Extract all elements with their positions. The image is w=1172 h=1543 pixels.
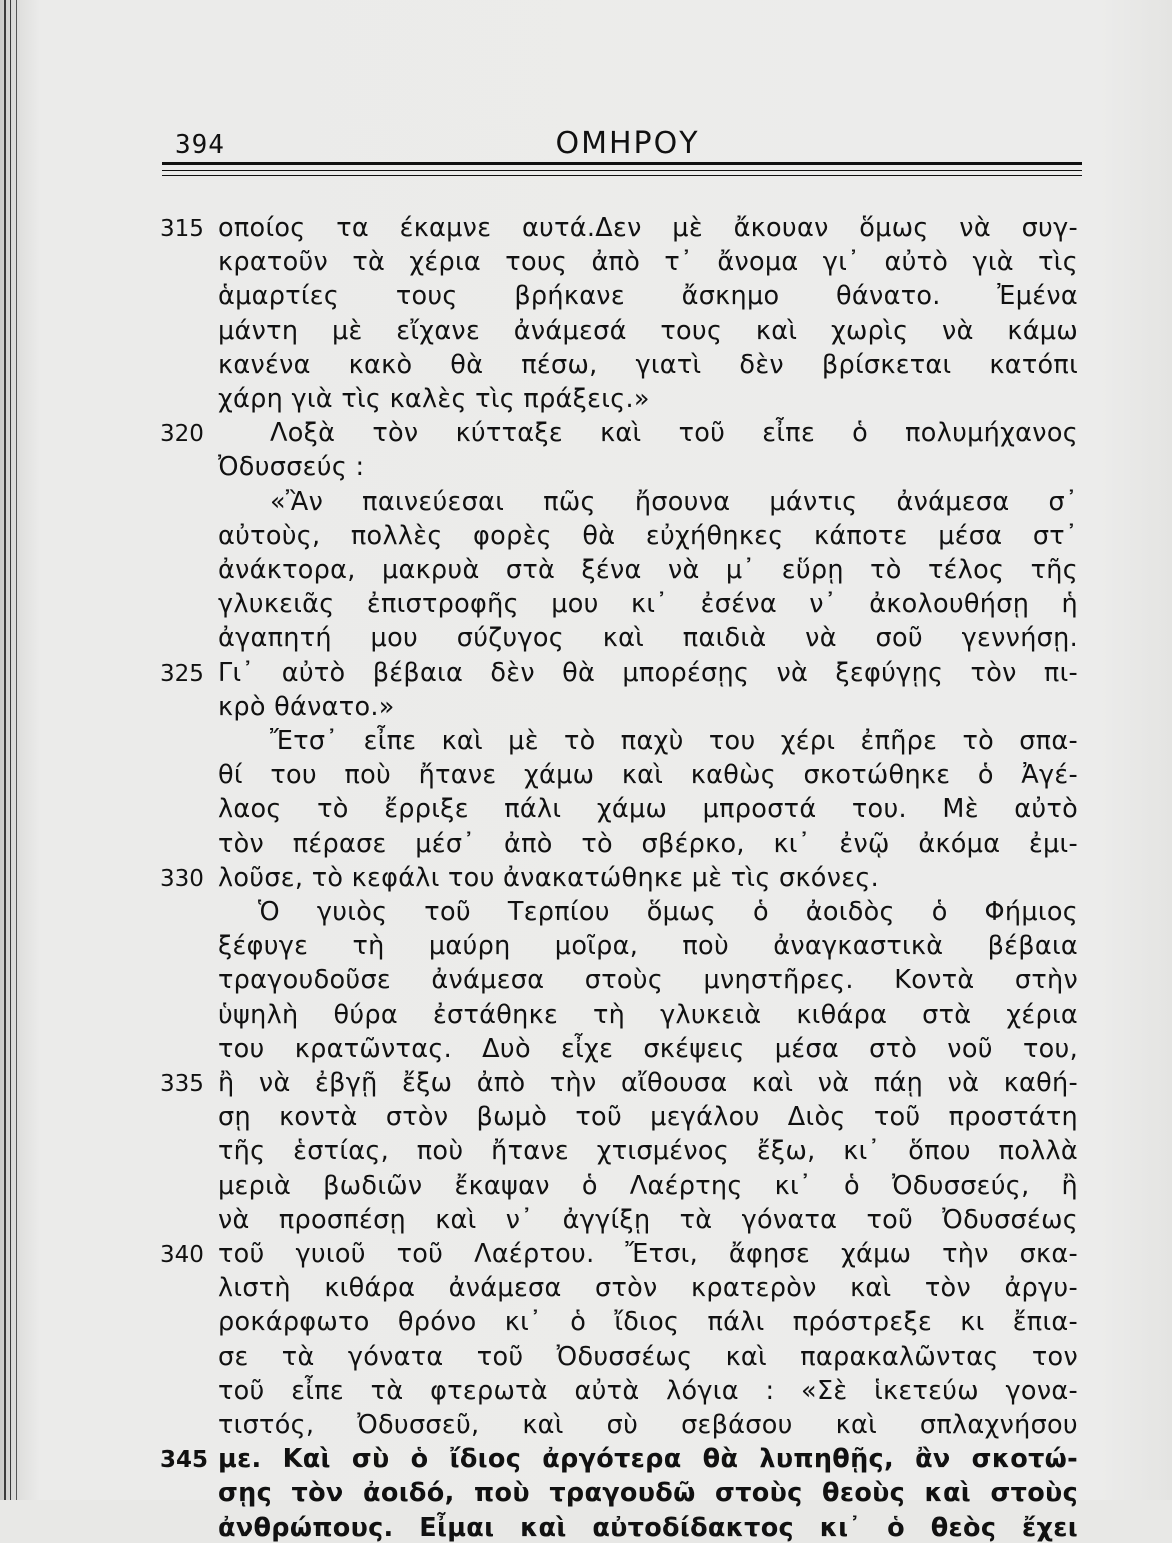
text-line: τῆς ἑστίας, ποὺ ἤτανε χτισμένος ἔξω, κι᾽ ὅπου πολλὰ	[218, 1136, 1078, 1167]
text-line: τοῦ γυιοῦ τοῦ Λαέρτου. Ἔτσι, ἄφησε χάμω τὴν σκα-	[218, 1239, 1078, 1269]
text-line: ἀνάκτορα, μακρυὰ στὰ ξένα νὰ μ᾽ εὕρῃ τὸ τέλος τῆς	[218, 555, 1078, 585]
text-line: αὐτοὺς, πολλὲς φορὲς θὰ εὐχήθηκες κάποτε μέσα στ᾽	[218, 520, 1078, 551]
text-line: ἁμαρτίες τους βρήκανε ἄσκημο θάνατο. Ἐμένα	[218, 281, 1078, 312]
line-number: 320	[160, 421, 204, 448]
text-line: ροκάρφωτο θρόνο κι᾽ ὁ ἴδιος πάλι πρόστρεξε κι ἔπια-	[218, 1307, 1078, 1338]
text-line: τιστός, Ὀδυσσεῦ, καὶ σὺ σεβάσου καὶ σπλαχνήσου	[218, 1410, 1078, 1440]
text-line: λαος τὸ ἔρριξε πάλι χάμω μπροστά του. Μὲ αὐτὸ	[218, 794, 1078, 825]
text-line: σῃ κοντὰ στὸν βωμὸ τοῦ μεγάλου Διὸς τοῦ προστάτη	[218, 1102, 1078, 1133]
text-line: Γι᾽ αὐτὸ βέβαια δὲν θὰ μπορέσῃς νὰ ξεφύγῃς τὸν πι-	[218, 657, 1078, 688]
line-number: 315	[160, 216, 204, 242]
header-rule	[162, 175, 1082, 176]
text-line: σῃς τὸν ἀοιδό, ποὺ τραγουδῶ στοὺς θεοὺς καὶ στοὺς	[218, 1478, 1078, 1509]
text-line: τὸν πέρασε μέσ᾽ ἀπὸ τὸ σβέρκο, κι᾽ ἐνῷ ἀκόμα ἐμι-	[218, 828, 1078, 859]
text-line: κρὸ θάνατο.»	[218, 691, 395, 722]
text-line: σε τὰ γόνατα τοῦ Ὀδυσσέως καὶ παρακαλῶντας τον	[218, 1341, 1078, 1372]
line-number: 340	[160, 1242, 204, 1268]
text-line: Ὀδυσσεύς :	[218, 452, 365, 483]
text-line: νὰ προσπέσῃ καὶ ν᾽ ἀγγίξῃ τὰ γόνατα τοῦ Ὀδυσσέως	[218, 1204, 1078, 1235]
page-edge-line	[4, 0, 6, 1500]
line-number: 325	[160, 660, 204, 687]
text-line: του κρατῶντας. Δυὸ εἶχε σκέψεις μέσα στὸ νοῦ του,	[218, 1033, 1078, 1064]
page-edge-line	[16, 0, 17, 1500]
text-line: ξέφυγε τὴ μαύρη μοῖρα, ποὺ ἀναγκαστικὰ βέβαια	[218, 931, 1078, 962]
line-number: 330	[160, 865, 204, 892]
text-line: μεριὰ βωδιῶν ἔκαψαν ὁ Λαέρτης κι᾽ ὁ Ὀδυσσεύς, ἢ	[218, 1170, 1078, 1201]
running-title: ΟΜΗΡΟΥ	[555, 126, 700, 161]
text-line: τραγουδοῦσε ἀνάμεσα στοὺς μνηστῆρες. Κοντὰ στὴν	[218, 965, 1078, 996]
text-line: ἀγαπητή μου σύζυγος καὶ παιδιὰ νὰ σοῦ γεννήσῃ.	[218, 623, 1078, 654]
page-header	[175, 122, 1080, 162]
line-number: 335	[160, 1071, 204, 1097]
text-line: οποίος τα έκαμνε αυτά.Δεν μὲ ἄκουαν ὅμως νὰ συγ-	[218, 213, 1078, 243]
text-line: κανένα κακὸ θὰ πέσω, γιατὶ δὲν βρίσκεται κατόπι	[218, 349, 1078, 380]
text-line: γλυκειᾶς ἐπιστροφῆς μου κι᾽ ἐσένα ν᾽ ἀκολουθήσῃ ἡ	[218, 589, 1078, 620]
text-line: ἀνθρώπους. Εἶμαι καὶ αὐτοδίδακτος κι᾽ ὁ θεὸς ἔχει	[218, 1512, 1078, 1543]
text-line: Ὁ γυιὸς τοῦ Τερπίου ὅμως ὁ ἀοιδὸς ὁ Φήμιος	[258, 897, 1078, 927]
text-line: χάρη γιὰ τὶς καλὲς τὶς πράξεις.»	[218, 384, 650, 414]
text-line: κρατοῦν τὰ χέρια τους ἀπὸ τ᾽ ἄνομα γι᾽ αὐτὸ γιὰ τὶς	[218, 247, 1078, 278]
text-line: λιστὴ κιθάρα ἀνάμεσα στὸν κρατερὸν καὶ τὸν ἀργυ-	[218, 1273, 1078, 1304]
text-line: λοῦσε, τὸ κεφάλι του ἀνακατώθηκε μὲ τὶς σκόνες.	[218, 862, 879, 893]
text-line: «Ἂν παινεύεσαι πῶς ἤσουνα μάντις ἀνάμεσα σ᾽	[270, 486, 1078, 517]
page-edge-line	[10, 0, 11, 1500]
text-line: τοῦ εἶπε τὰ φτερωτὰ αὐτὰ λόγια : «Σὲ ἱκετεύω γονα-	[218, 1375, 1078, 1406]
text-line: μάντη μὲ εἴχανε ἀνάμεσά τους καὶ χωρὶς νὰ κάμω	[218, 315, 1078, 346]
text-line: ἢ νὰ ἐβγῇ ἔξω ἀπὸ τὴν αἴθουσα καὶ νὰ πάῃ νὰ καθή-	[218, 1068, 1078, 1098]
header-rule	[162, 170, 1082, 171]
text-line: Ἔτσ᾽ εἶπε καὶ μὲ τὸ παχὺ του χέρι ἐπῆρε τὸ σπα-	[270, 726, 1078, 756]
page-number: 394	[175, 130, 225, 160]
text-line: με. Καὶ σὺ ὁ ἴδιος ἀργότερα θὰ λυπηθῇς, ἂν σκοτώ-	[218, 1444, 1078, 1475]
line-number: 345	[160, 1447, 209, 1474]
text-line: ὑψηλὴ θύρα ἐστάθηκε τὴ γλυκειὰ κιθάρα στὰ χέρια	[218, 999, 1078, 1030]
text-line: θί του ποὺ ἤτανε χάμω καὶ καθὼς σκοτώθηκε ὁ Ἀγέ-	[218, 760, 1078, 791]
text-line: Λοξὰ τὸν κύτταξε καὶ τοῦ εἶπε ὁ πολυμήχανος	[270, 418, 1078, 449]
header-rule	[162, 162, 1082, 165]
